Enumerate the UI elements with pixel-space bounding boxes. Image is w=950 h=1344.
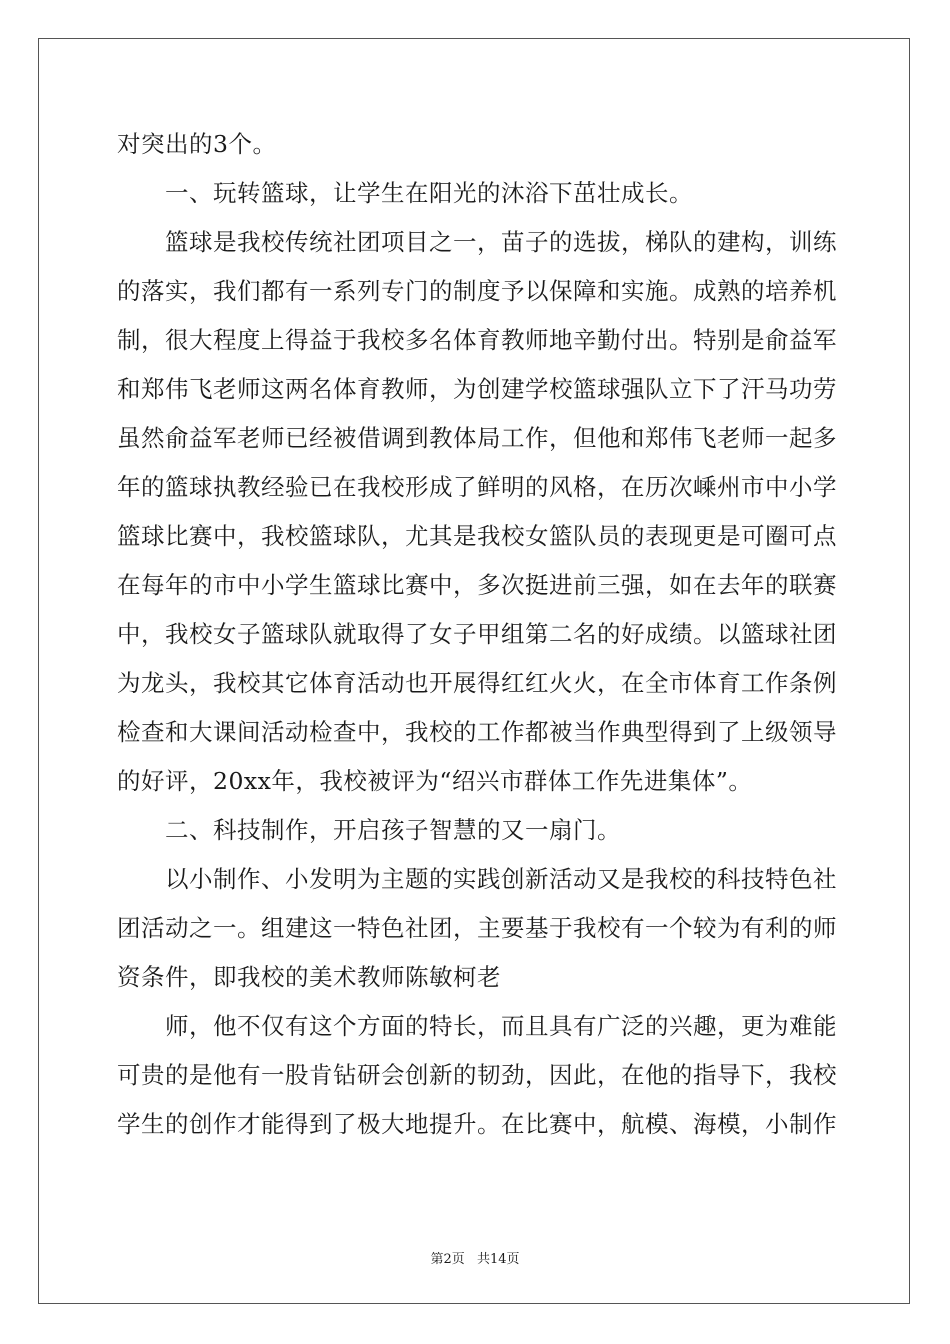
- text-line: 学生的创作才能得到了极大地提升。在比赛中，航模、海模，小制作: [117, 1110, 837, 1138]
- text-line: 年的篮球执教经验已在我校形成了鲜明的风格，在历次嵊州市中小学: [117, 473, 837, 501]
- section-heading: 二、科技制作，开启孩子智慧的又一扇门。: [117, 816, 621, 844]
- total-pages: 共14页: [476, 1252, 520, 1267]
- text-line: 中，我校女子篮球队就取得了女子甲组第二名的好成绩。以篮球社团: [117, 620, 837, 648]
- page-number: 第2页: [430, 1252, 465, 1267]
- text-line: 篮球比赛中，我校篮球队，尤其是我校女篮队员的表现更是可圈可点: [117, 522, 837, 550]
- text-line: 团活动之一。组建这一特色社团，主要基于我校有一个较为有利的师: [117, 914, 837, 942]
- text-line: 为龙头，我校其它体育活动也开展得红红火火，在全市体育工作条例: [117, 669, 837, 697]
- text-line: 和郑伟飞老师这两名体育教师，为创建学校篮球强队立下了汗马功劳: [117, 375, 837, 403]
- text-line: 制，很大程度上得益于我校多名体育教师地辛勤付出。特别是俞益军: [117, 326, 837, 354]
- text-line: 的落实，我们都有一系列专门的制度予以保障和实施。成熟的培养机: [117, 277, 837, 305]
- text-line: 可贵的是他有一股肯钻研会创新的韧劲，因此，在他的指导下，我校: [117, 1061, 837, 1089]
- page-footer: [0, 1248, 950, 1267]
- text-line: 以小制作、小发明为主题的实践创新活动又是我校的科技特色社: [117, 865, 837, 893]
- text-line: 检查和大课间活动检查中，我校的工作都被当作典型得到了上级领导: [117, 718, 837, 746]
- section-heading: 一、玩转篮球，让学生在阳光的沐浴下茁壮成长。: [117, 179, 693, 207]
- text-line: 对突出的3个。: [117, 130, 277, 158]
- text-line: 虽然俞益军老师已经被借调到教体局工作，但他和郑伟飞老师一起多: [117, 424, 837, 452]
- text-line: 篮球是我校传统社团项目之一，苗子的选拔，梯队的建构，训练: [117, 228, 837, 256]
- text-line: 资条件，即我校的美术教师陈敏柯老: [117, 963, 501, 991]
- text-line: 的好评，20xx年，我校被评为“绍兴市群体工作先进集体”。: [117, 767, 753, 795]
- text-line: 在每年的市中小学生篮球比赛中，多次挺进前三强，如在去年的联赛: [117, 571, 837, 599]
- text-line: 师，他不仅有这个方面的特长，而且具有广泛的兴趣，更为难能: [117, 1012, 837, 1040]
